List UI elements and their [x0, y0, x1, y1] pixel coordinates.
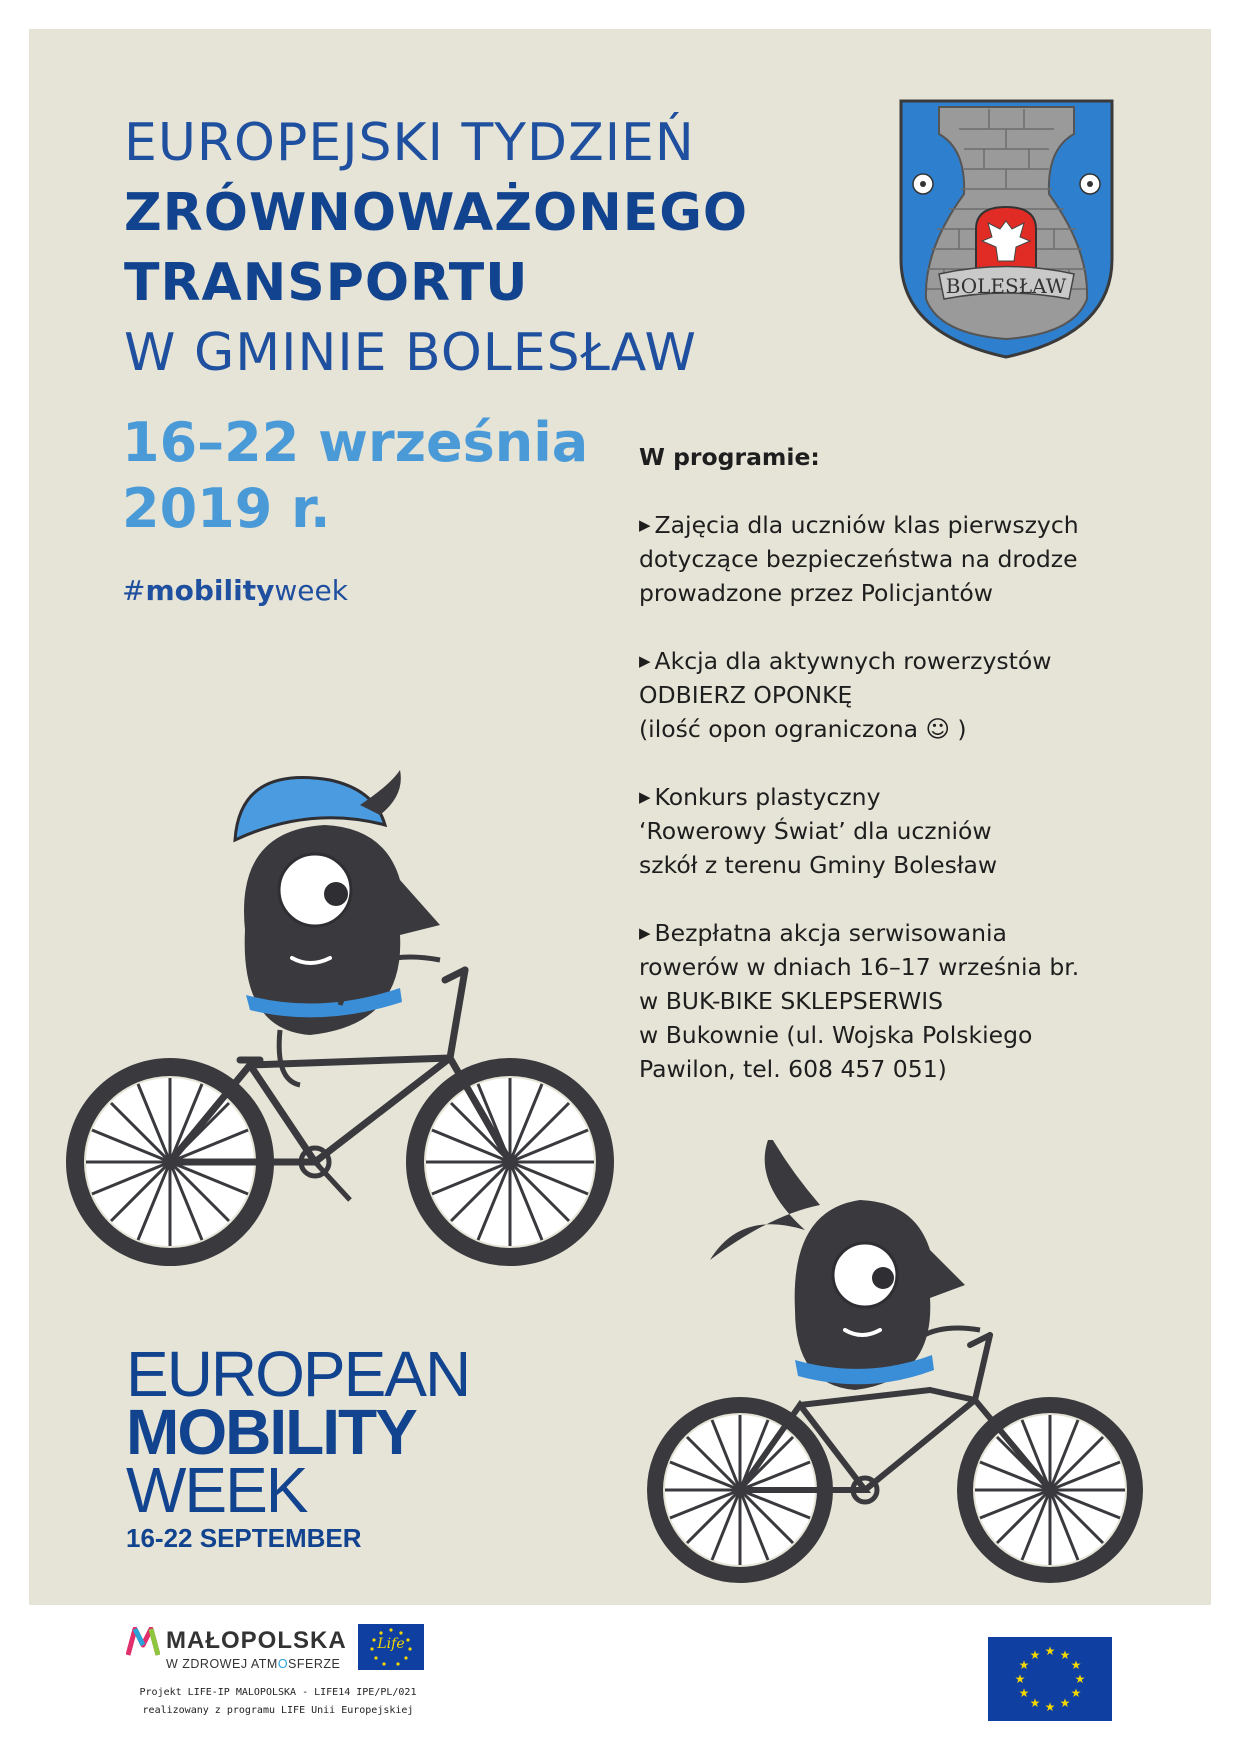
program-item-line: ‘Rowerowy Świat’ dla uczniów [639, 817, 992, 845]
event-date [122, 410, 588, 542]
crest-banner-text: BOLESŁAW [945, 274, 1067, 298]
title-line-3: TRANSPORTU [124, 253, 529, 313]
life-logo-icon [358, 1624, 424, 1670]
poster-title [124, 108, 748, 388]
program-item-line: Konkurs plastyczny [654, 783, 881, 811]
project-line-1: Projekt LIFE-IP MALOPOLSKA - LIFE14 IPE/PL/021 [139, 1687, 417, 1698]
svg-text:★: ★ [1018, 1658, 1030, 1672]
program-item [639, 916, 1139, 1086]
svg-text:★: ★ [1059, 1648, 1071, 1662]
european-mobility-week-logo [126, 1338, 470, 1554]
date-line-1: 16–22 września [122, 411, 589, 474]
triangle-bullet-icon: ▶ [639, 924, 651, 942]
project-info [118, 1684, 438, 1720]
emw-line-1: EUROPEAN [126, 1338, 470, 1410]
emw-dates: 16-22 SEPTEMBER [126, 1523, 362, 1553]
svg-text:★: ★ [1044, 1700, 1056, 1714]
title-line-2: ZRÓWNOWAŻONEGO [124, 183, 749, 243]
boy-character [235, 770, 440, 1085]
program-item-line: w Bukownie (ul. Wojska Polskiego [639, 1021, 1033, 1049]
svg-text:★: ★ [1070, 1658, 1082, 1672]
malopolska-logo [126, 1627, 347, 1671]
date-line-2: 2019 r. [122, 477, 331, 540]
svg-text:★: ★ [1018, 1686, 1030, 1700]
project-line-2: realizowany z programu LIFE Unii Europejskiej [142, 1705, 414, 1716]
program-item-line: (ilość opon ograniczona ☺ ) [639, 715, 967, 743]
program-item-line: Pawilon, tel. 608 457 051) [639, 1055, 947, 1083]
program-item [639, 644, 1139, 746]
malopolska-logo-icon [126, 1627, 160, 1657]
cyclist-girl-illustration [630, 1140, 1170, 1590]
malopolska-name: MAŁOPOLSKA [166, 1627, 347, 1654]
malopolska-tagline [166, 1657, 340, 1671]
svg-text:★: ★ [1070, 1686, 1082, 1700]
svg-text:★: ★ [1059, 1696, 1071, 1710]
title-line-4: W GMINIE BOLESŁAW [124, 323, 697, 383]
program-item-line: w BUK-BIKE SKLEPSERWIS [639, 987, 944, 1015]
svg-text:★: ★ [1074, 1672, 1086, 1686]
svg-text:★: ★ [1014, 1672, 1026, 1686]
hashtag-bold: mobility [145, 574, 275, 607]
title-line-1: EUROPEJSKI TYDZIEŃ [124, 113, 695, 173]
program-item-line: dotyczące bezpieczeństwa na drodze [639, 545, 1078, 573]
coat-of-arms-icon [899, 99, 1114, 359]
program-item-line: szkół z terenu Gminy Bolesław [639, 851, 998, 879]
program-item-line: prowadzone przez Policjantów [639, 579, 994, 607]
malopolska-tag-o: O [277, 1657, 289, 1671]
program-item-line: ODBIERZ OPONKĘ [639, 681, 853, 709]
program-item [639, 780, 1139, 882]
program-item-line: Akcja dla aktywnych rowerzystów [654, 647, 1052, 675]
hashtag [122, 574, 348, 607]
triangle-bullet-icon: ▶ [639, 516, 651, 534]
malopolska-tag-part: W ZDROWEJ ATM [166, 1657, 278, 1671]
triangle-bullet-icon: ▶ [639, 788, 651, 806]
emw-line-2: MOBILITY [126, 1396, 416, 1468]
program-section [639, 440, 1139, 1120]
girl-character [710, 1140, 980, 1390]
triangle-bullet-icon: ▶ [639, 652, 651, 670]
svg-text:★: ★ [1029, 1648, 1041, 1662]
malopolska-tag-part: SFERZE [288, 1657, 341, 1671]
program-item-line: rowerów w dniach 16–17 września br. [639, 953, 1080, 981]
program-heading: W programie: [639, 443, 820, 471]
program-item-line: Zajęcia dla uczniów klas pierwszych [654, 511, 1079, 539]
program-item-line: Bezpłatna akcja serwisowania [654, 919, 1007, 947]
hashtag-rest: week [274, 574, 348, 607]
life-text: Life [377, 1636, 405, 1652]
emw-line-3: WEEK [126, 1454, 307, 1526]
hashtag-symbol: # [122, 574, 146, 607]
program-item [639, 508, 1139, 610]
eu-flag-icon [988, 1637, 1112, 1721]
cyclist-boy-illustration [60, 770, 620, 1270]
svg-text:★: ★ [1029, 1696, 1041, 1710]
svg-text:★: ★ [1044, 1644, 1056, 1658]
